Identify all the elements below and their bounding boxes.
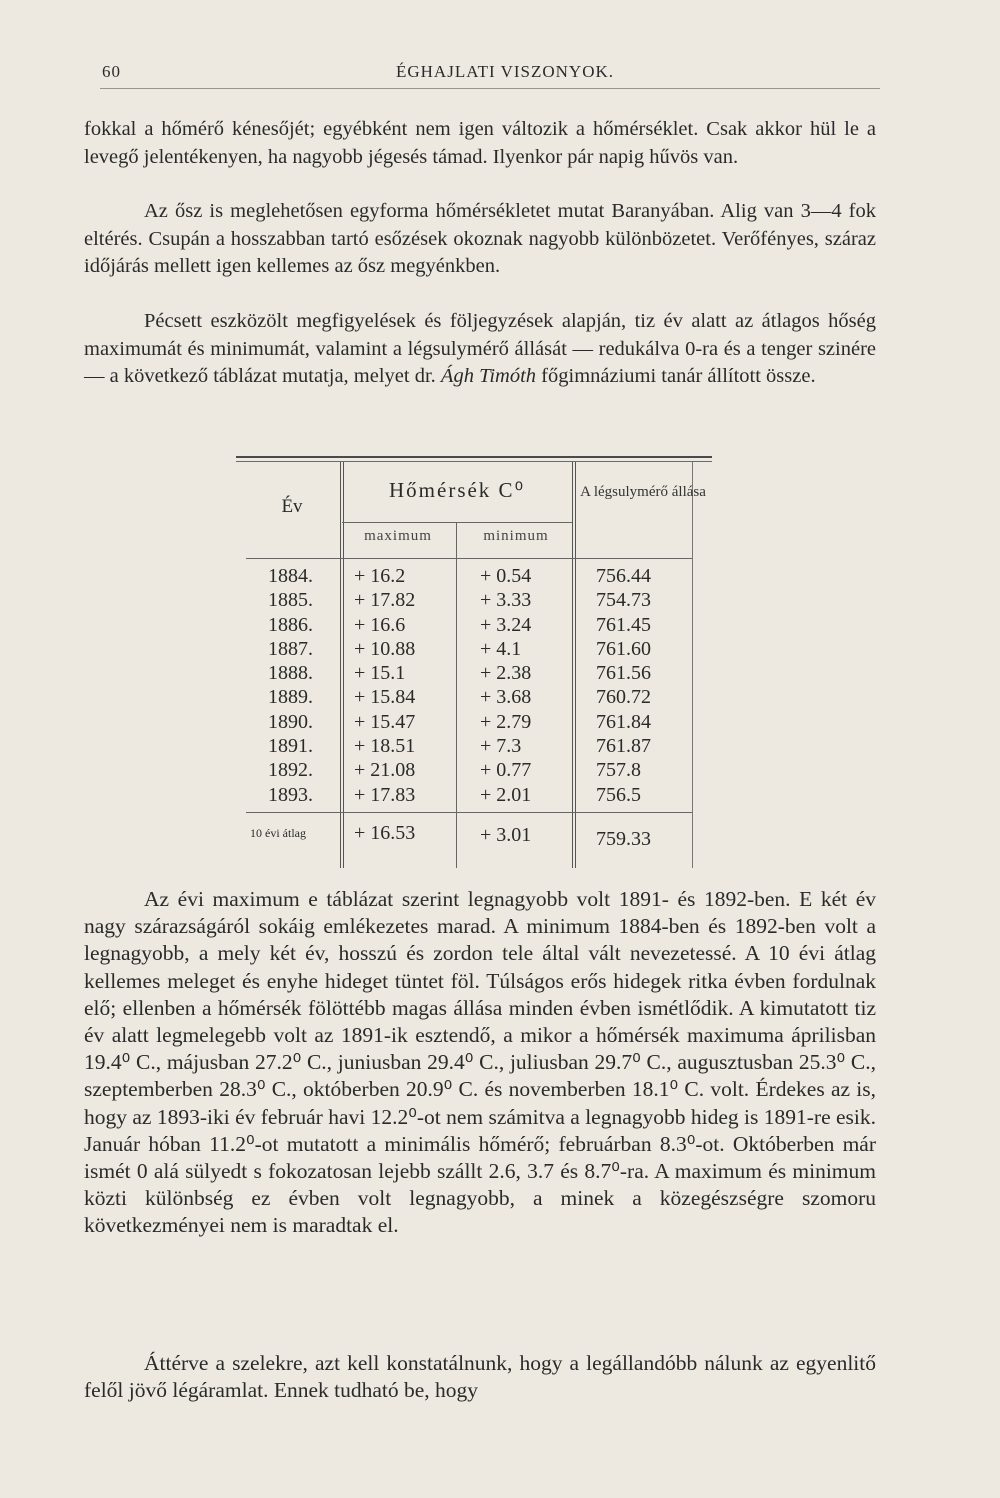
table-cell-pressure: 754.73 [596, 589, 651, 612]
table-cell-max: + 21.08 [354, 759, 416, 782]
table-cell-year: 1889. [268, 686, 313, 709]
table-cell-pressure: 757.8 [596, 759, 641, 782]
table-cell-pressure: 756.44 [596, 565, 651, 587]
table-cell-min: + 3.68 [480, 686, 532, 709]
paragraph-1: fokkal a hőmérő kénesőjét; egyébként nem igen változik a hőmérséklet. Csak akkor hül le a levegő jelentékenyen, ha nagyobb jégesés támad. Ilyenkor pár napig hűvös van. [84, 118, 876, 168]
table-cell-year: 1886. [268, 613, 313, 636]
table-cell-max: + 15.47 [354, 710, 416, 733]
table-cell-pressure: 760.72 [596, 686, 651, 709]
table-cell-year: 1893. [268, 783, 313, 806]
table-cell-year: 1890. [268, 710, 313, 733]
table-divider-year-double [340, 462, 341, 868]
paragraph-5: Áttérve a szelekre, azt kell konstatálnunk, hogy a legállandóbb nálunk az egyenlitő felől jövő légáramlat. Ennek tudható be, hogy [84, 1351, 876, 1403]
column-maximum [354, 564, 458, 807]
table-cell-min: + 3.24 [480, 613, 532, 636]
table-cell-min: + 2.79 [480, 710, 532, 733]
climate-table [246, 456, 712, 868]
table-cell-max: + 17.82 [354, 589, 416, 612]
table-cell-max: + 18.51 [354, 735, 416, 758]
header-bottom-rule [246, 558, 692, 559]
average-pressure: 759.33 [596, 828, 651, 850]
average-max: + 16.53 [354, 822, 416, 844]
table-cell-min: + 2.01 [480, 783, 532, 806]
header-maximum: maximum [364, 528, 432, 544]
average-min: + 3.01 [480, 824, 532, 846]
header-temperature: Hőmérsék C⁰ [389, 478, 525, 502]
header-year: Év [281, 496, 303, 517]
table-cell-max: + 15.1 [354, 662, 406, 685]
table-cell-year: 1887. [268, 637, 313, 660]
average-label: 10 évi átlag [250, 826, 306, 840]
paragraph-3-text-b: főgimnáziumi tanár állított össze. [541, 365, 816, 387]
page-title: ÉGHAJLATI VISZONYOK. [395, 62, 614, 81]
table-cell-max: + 16.2 [354, 565, 406, 587]
table-cell-min: + 7.3 [480, 735, 522, 758]
table-cell-max: + 15.84 [354, 686, 416, 709]
paragraph-4: Az évi maximum e táblázat szerint legnagyobb volt 1891- és 1892-ben. E két év nagy szárazságáról sokáig emlékezetes marad. A minimum 1884-ben és 1892-ben volt a legnagyobb, a mely két év, hosszú és zordon tele által vált nevezetessé. A 10 évi átlag kellemes meleget és enyhe hideget tüntet föl. Túlságos erős hidegek ritka évben fordulnak elő; ellenben a hőmérsék fölöttébb magas állása minden évben ismétlődik. A kimutatott tiz év alatt legmelegebb volt az 1891-ik esztendő, a mikor a hőmérsék maximuma áprilisban 19.4⁰ C., májusban 27.2⁰ C., juniusban 29.4⁰ C., juliusban 29.7⁰ C., augusztusban 25.3⁰ C., szeptemberben 28.3⁰ C., októberben 20.9⁰ C. és novemberben 18.1⁰ C. volt. Érdekes az is, hogy az 1893-iki év február havi 12.2⁰-ot nem számitva a legnagyobb hideg is 1891-re esik. Január hóban 11.2⁰-ot mutatott a minimális hőmérő; februárban 8.3⁰-ot. Októberben már ismét 0 alá sülyedt s fokozatosan lejebb szállt 2.6, 3.7 és 8.7⁰-ra. A maximum és minimum közti különbség ez évben volt legnagyobb, a minek a közegészségre szomoru következményei nem is maradtak el. [84, 887, 876, 1238]
table-top-rule [236, 456, 712, 462]
table-cell-year: 1892. [268, 759, 313, 782]
table-cell-pressure: 761.60 [596, 637, 651, 660]
header-pressure: A légsulymérő állása [580, 484, 706, 500]
author-name: Ágh Timóth [440, 365, 537, 387]
table-cell-min: + 2.38 [480, 662, 532, 685]
table-cell-pressure: 761.84 [596, 710, 651, 733]
running-head [100, 58, 880, 89]
paragraph-3 [84, 308, 876, 391]
table-cell-pressure: 761.45 [596, 613, 651, 636]
table-cell-year: 1885. [268, 589, 313, 612]
table-cell-min: + 0.77 [480, 759, 532, 782]
table-cell-max: + 17.83 [354, 783, 416, 806]
column-pressure [596, 564, 706, 807]
table-cell-min: + 3.33 [480, 589, 532, 612]
header-minimum: minimum [483, 528, 549, 544]
table-cell-pressure: 756.5 [596, 783, 641, 806]
table-cell-min: + 4.1 [480, 637, 522, 660]
average-rule [246, 812, 692, 813]
table-cell-max: + 10.88 [354, 637, 416, 660]
table-cell-year: 1891. [268, 735, 313, 758]
table-cell-year: 1888. [268, 662, 313, 685]
table-cell-min: + 0.54 [480, 565, 532, 587]
header-subrule [342, 522, 572, 523]
column-minimum [480, 564, 574, 807]
table-cell-pressure: 761.87 [596, 735, 651, 758]
table-cell-year: 1884. [268, 565, 313, 587]
table-cell-max: + 16.6 [354, 613, 406, 636]
table-cell-pressure: 761.56 [596, 662, 651, 685]
page-number: 60 [102, 62, 121, 81]
column-years [268, 564, 338, 807]
paragraph-2: Az ősz is meglehetősen egyforma hőmérsékletet mutat Baranyában. Alig van 3—4 fok eltérés. Csupán a hosszabban tartó esőzések okoznak nagyobb különbözetet. Verőfényes, száraz időjárás mellett igen kellemes az ősz megyénkben. [84, 200, 876, 277]
paragraph-3-text-a: Pécsett eszközölt megfigyelések és följegyzések alapján, tiz év alatt az átlagos hőség maximumát és minimumát, valamint a légsulymérő állását — redukálva 0-ra és a tenger szinére — a következő táblázat mutatja, melyet dr. [84, 310, 876, 387]
